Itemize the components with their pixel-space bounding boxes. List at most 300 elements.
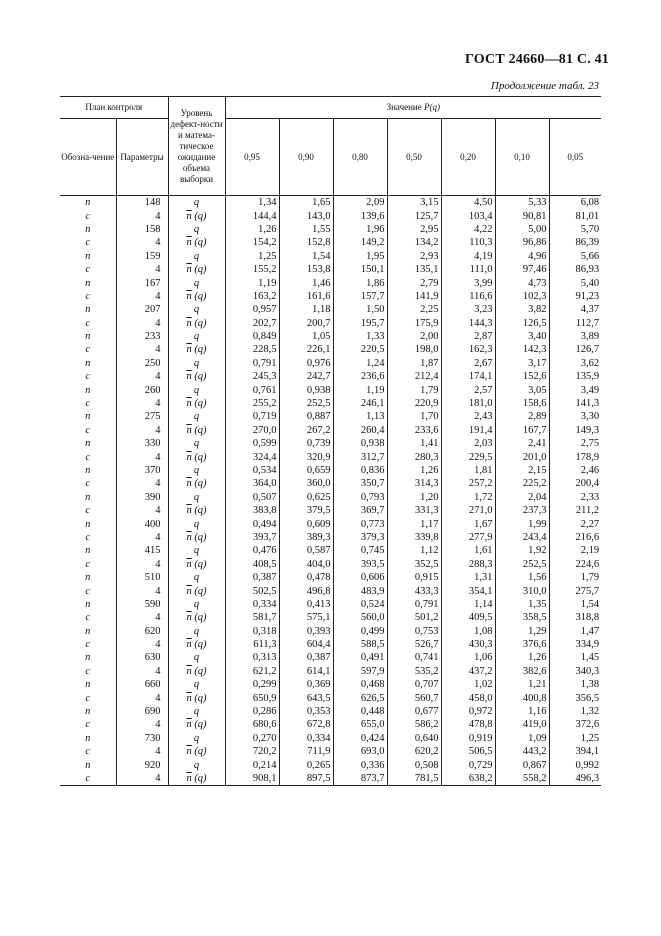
table-row [60, 504, 601, 517]
cell-value: 162,3 [441, 343, 495, 356]
cell-value: 2,93 [387, 250, 441, 263]
cell-value: 201,0 [495, 450, 549, 463]
cell-value: 588,5 [333, 638, 387, 651]
cell-value: 0,334 [279, 732, 333, 745]
cell-value: 0,387 [225, 571, 279, 584]
cell-value: 86,39 [549, 236, 601, 249]
cell-value: 191,4 [441, 424, 495, 437]
cell-value: 126,5 [495, 317, 549, 330]
cell-value: 376,6 [495, 638, 549, 651]
cell-parameter: 4 [116, 397, 168, 410]
cell-value: 0,424 [333, 732, 387, 745]
cell-value: 318,8 [549, 611, 601, 624]
cell-value: 0,413 [279, 598, 333, 611]
cell-value: 1,19 [225, 276, 279, 289]
cell-value: 358,5 [495, 611, 549, 624]
cell-parameter: 207 [116, 303, 168, 316]
cell-value: 178,9 [549, 450, 601, 463]
cell-value: 226,1 [279, 343, 333, 356]
cell-value: 404,0 [279, 558, 333, 571]
cell-value: 0,387 [279, 651, 333, 664]
cell-value: 0,677 [387, 705, 441, 718]
cell-parameter: 4 [116, 236, 168, 249]
cell-designation: n [85, 625, 91, 637]
cell-value: 340,3 [549, 665, 601, 678]
cell-parameter: 730 [116, 732, 168, 745]
cell-level: $\overline{n}$ (q) [168, 665, 225, 678]
table-row [60, 383, 601, 396]
cell-value: 1,65 [279, 196, 333, 210]
cell-value: 155,2 [225, 263, 279, 276]
cell-value: 693,0 [333, 745, 387, 758]
cell-value: 0,313 [225, 651, 279, 664]
cell-value: 0,318 [225, 625, 279, 638]
cell-value: 202,7 [225, 317, 279, 330]
cell-value: 154,2 [225, 236, 279, 249]
cell-value: 1,54 [279, 250, 333, 263]
table-row [60, 464, 601, 477]
cell-designation: c [85, 558, 91, 570]
cell-value: 126,7 [549, 343, 601, 356]
cell-value: 252,5 [279, 397, 333, 410]
cell-value: 372,6 [549, 718, 601, 731]
cell-designation: n [85, 759, 91, 771]
cell-value: 102,3 [495, 290, 549, 303]
cell-value: 267,2 [279, 424, 333, 437]
cell-value: 0,491 [333, 651, 387, 664]
cell-value: 1,25 [549, 732, 601, 745]
cell-value: 650,9 [225, 691, 279, 704]
cell-value: 2,33 [549, 491, 601, 504]
table-row [60, 410, 601, 423]
page-header: ГОСТ 24660—81 С. 41 [465, 52, 609, 67]
cell-value: 2,25 [387, 303, 441, 316]
cell-value: 369,7 [333, 504, 387, 517]
cell-designation: c [85, 371, 91, 383]
cell-value: 6,08 [549, 196, 601, 210]
cell-value: 246,1 [333, 397, 387, 410]
cell-value: 237,3 [495, 504, 549, 517]
cell-value: 581,7 [225, 611, 279, 624]
cell-parameter: 4 [116, 691, 168, 704]
cell-value: 2,79 [387, 276, 441, 289]
cell-value: 0,265 [279, 758, 333, 771]
cell-level: q [168, 625, 225, 638]
cell-level: $\overline{n}$ (q) [168, 558, 225, 571]
header-value-prefix: Значение [386, 102, 422, 112]
cell-value: 0,867 [495, 758, 549, 771]
cell-value: 5,00 [495, 223, 549, 236]
table-row [60, 370, 601, 383]
table-row [60, 625, 601, 638]
cell-value: 0,640 [387, 732, 441, 745]
cell-level: $\overline{n}$ (q) [168, 477, 225, 490]
cell-value: 0,729 [441, 758, 495, 771]
cell-value: 614,1 [279, 665, 333, 678]
cell-value: 604,4 [279, 638, 333, 651]
cell-value: 560,7 [387, 691, 441, 704]
cell-value: 0,915 [387, 571, 441, 584]
cell-value: 1,34 [225, 196, 279, 210]
cell-designation: n [85, 652, 91, 664]
cell-value: 3,62 [549, 357, 601, 370]
cell-value: 0,534 [225, 464, 279, 477]
cell-parameter: 400 [116, 517, 168, 530]
cell-value: 167,7 [495, 424, 549, 437]
table-row [60, 424, 601, 437]
cell-value: 149,2 [333, 236, 387, 249]
cell-level: $\overline{n}$ (q) [168, 209, 225, 222]
table-row [60, 250, 601, 263]
cell-parameter: 250 [116, 357, 168, 370]
cell-level: $\overline{n}$ (q) [168, 424, 225, 437]
cell-value: 91,23 [549, 290, 601, 303]
cell-value: 96,86 [495, 236, 549, 249]
cell-level: q [168, 330, 225, 343]
cell-value: 2,89 [495, 410, 549, 423]
cell-value: 0,719 [225, 410, 279, 423]
cell-value: 144,4 [225, 209, 279, 222]
cell-value: 1,47 [549, 625, 601, 638]
cell-value: 350,7 [333, 477, 387, 490]
cell-value: 0,957 [225, 303, 279, 316]
cell-value: 897,5 [279, 772, 333, 786]
cell-parameter: 390 [116, 491, 168, 504]
cell-value: 4,50 [441, 196, 495, 210]
table-row [60, 317, 601, 330]
cell-value: 781,5 [387, 772, 441, 786]
cell-designation: n [85, 384, 91, 396]
cell-value: 1,18 [279, 303, 333, 316]
cell-parameter: 4 [116, 343, 168, 356]
cell-designation: c [85, 531, 91, 543]
table-row [60, 517, 601, 530]
cell-value: 1,26 [387, 464, 441, 477]
table-row [60, 236, 601, 249]
cell-value: 430,3 [441, 638, 495, 651]
cell-designation: c [85, 290, 91, 302]
cell-designation: n [85, 706, 91, 718]
cell-value: 626,5 [333, 691, 387, 704]
cell-value: 3,05 [495, 383, 549, 396]
cell-value: 1,26 [225, 223, 279, 236]
cell-value: 393,7 [225, 531, 279, 544]
cell-level: $\overline{n}$ (q) [168, 718, 225, 731]
cell-value: 1,79 [387, 383, 441, 396]
cell-value: 2,03 [441, 437, 495, 450]
cell-level: $\overline{n}$ (q) [168, 611, 225, 624]
cell-value: 1,09 [495, 732, 549, 745]
table-row [60, 223, 601, 236]
cell-value: 0,707 [387, 678, 441, 691]
cell-value: 1,81 [441, 464, 495, 477]
table-row [60, 718, 601, 731]
cell-level: q [168, 223, 225, 236]
cell-value: 586,2 [387, 718, 441, 731]
cell-value: 225,2 [495, 477, 549, 490]
cell-value: 379,3 [333, 531, 387, 544]
cell-value: 135,9 [549, 370, 601, 383]
cell-parameter: 4 [116, 424, 168, 437]
cell-value: 0,476 [225, 544, 279, 557]
cell-value: 0,919 [441, 732, 495, 745]
cell-designation: c [85, 719, 91, 731]
cell-value: 81,01 [549, 209, 601, 222]
cell-value: 0,336 [333, 758, 387, 771]
cell-level: $\overline{n}$ (q) [168, 772, 225, 786]
header-designation: Обозна-чение [60, 119, 116, 196]
cell-value: 152,6 [495, 370, 549, 383]
cell-value: 506,5 [441, 745, 495, 758]
table-row [60, 732, 601, 745]
cell-level: $\overline{n}$ (q) [168, 343, 225, 356]
cell-value: 433,3 [387, 584, 441, 597]
cell-value: 1,21 [495, 678, 549, 691]
cell-parameter: 275 [116, 410, 168, 423]
cell-value: 3,15 [387, 196, 441, 210]
cell-value: 5,66 [549, 250, 601, 263]
table-row [60, 611, 601, 624]
cell-parameter: 330 [116, 437, 168, 450]
cell-value: 908,1 [225, 772, 279, 786]
cell-value: 141,3 [549, 397, 601, 410]
cell-value: 393,5 [333, 558, 387, 571]
cell-value: 1,50 [333, 303, 387, 316]
cell-value: 1,99 [495, 517, 549, 530]
cell-parameter: 4 [116, 718, 168, 731]
cell-value: 0,214 [225, 758, 279, 771]
cell-value: 1,56 [495, 571, 549, 584]
cell-value: 1,79 [549, 571, 601, 584]
cell-parameter: 920 [116, 758, 168, 771]
header-plan: План контроля [60, 97, 168, 119]
cell-value: 1,16 [495, 705, 549, 718]
cell-value: 1,13 [333, 410, 387, 423]
cell-designation: n [85, 465, 91, 476]
cell-value: 383,8 [225, 504, 279, 517]
cell-designation: c [85, 746, 91, 758]
cell-value: 4,37 [549, 303, 601, 316]
cell-value: 271,0 [441, 504, 495, 517]
cell-value: 150,1 [333, 263, 387, 276]
cell-designation: c [85, 665, 91, 677]
cell-level: q [168, 651, 225, 664]
cell-value: 873,7 [333, 772, 387, 786]
cell-value: 181,0 [441, 397, 495, 410]
table-row [60, 598, 601, 611]
cell-value: 310,0 [495, 584, 549, 597]
header-value [225, 97, 601, 119]
cell-value: 149,3 [549, 424, 601, 437]
cell-level: q [168, 410, 225, 423]
cell-value: 558,2 [495, 772, 549, 786]
cell-value: 352,5 [387, 558, 441, 571]
cell-value: 1,55 [279, 223, 333, 236]
table-row [60, 758, 601, 771]
cell-designation: n [85, 250, 91, 262]
table-row [60, 263, 601, 276]
cell-parameter: 4 [116, 504, 168, 517]
acceptance-plans-table [60, 96, 601, 786]
cell-value: 483,9 [333, 584, 387, 597]
cell-level: q [168, 196, 225, 210]
cell-value: 0,606 [333, 571, 387, 584]
cell-value: 0,334 [225, 598, 279, 611]
cell-value: 1,92 [495, 544, 549, 557]
cell-value: 2,57 [441, 383, 495, 396]
cell-value: 1,38 [549, 678, 601, 691]
cell-designation: c [85, 210, 91, 222]
cell-parameter: 4 [116, 317, 168, 330]
cell-value: 409,5 [441, 611, 495, 624]
cell-value: 0,286 [225, 705, 279, 718]
cell-level: q [168, 303, 225, 316]
cell-value: 0,761 [225, 383, 279, 396]
cell-value: 1,24 [333, 357, 387, 370]
cell-value: 354,1 [441, 584, 495, 597]
cell-value: 280,3 [387, 450, 441, 463]
cell-value: 224,6 [549, 558, 601, 571]
cell-parameter: 158 [116, 223, 168, 236]
cell-designation: n [85, 679, 91, 691]
cell-value: 135,1 [387, 263, 441, 276]
cell-value: 0,369 [279, 678, 333, 691]
cell-value: 1,17 [387, 517, 441, 530]
cell-value: 339,8 [387, 531, 441, 544]
cell-value: 270,0 [225, 424, 279, 437]
cell-value: 575,1 [279, 611, 333, 624]
cell-parameter: 4 [116, 450, 168, 463]
cell-value: 655,0 [333, 718, 387, 731]
cell-value: 0,887 [279, 410, 333, 423]
cell-value: 2,67 [441, 357, 495, 370]
cell-value: 2,43 [441, 410, 495, 423]
cell-level: $\overline{n}$ (q) [168, 397, 225, 410]
cell-value: 252,5 [495, 558, 549, 571]
cell-value: 314,3 [387, 477, 441, 490]
cell-value: 233,6 [387, 424, 441, 437]
cell-level: q [168, 464, 225, 477]
cell-value: 220,9 [387, 397, 441, 410]
cell-value: 2,00 [387, 330, 441, 343]
cell-value: 175,9 [387, 317, 441, 330]
cell-value: 288,3 [441, 558, 495, 571]
cell-value: 3,99 [441, 276, 495, 289]
cell-value: 443,2 [495, 745, 549, 758]
cell-parameter: 415 [116, 544, 168, 557]
cell-value: 334,9 [549, 638, 601, 651]
cell-parameter: 4 [116, 290, 168, 303]
header-level: Уровень дефект-ности и матема-тическое ожидание объема выборки [168, 97, 225, 196]
cell-value: 1,86 [333, 276, 387, 289]
cell-designation: c [85, 237, 91, 249]
cell-parameter: 4 [116, 772, 168, 786]
header-prob: 0,05 [549, 119, 601, 196]
cell-level: q [168, 517, 225, 530]
cell-parameter: 4 [116, 584, 168, 597]
cell-value: 0,976 [279, 357, 333, 370]
cell-designation: n [85, 518, 91, 530]
cell-parameter: 4 [116, 531, 168, 544]
cell-designation: n [85, 277, 91, 289]
cell-value: 163,2 [225, 290, 279, 303]
cell-value: 97,46 [495, 263, 549, 276]
cell-value: 0,393 [279, 625, 333, 638]
cell-value: 0,793 [333, 491, 387, 504]
cell-parameter: 4 [116, 370, 168, 383]
cell-level: $\overline{n}$ (q) [168, 504, 225, 517]
table-row [60, 276, 601, 289]
table-row [60, 209, 601, 222]
cell-value: 408,5 [225, 558, 279, 571]
cell-value: 1,14 [441, 598, 495, 611]
cell-value: 680,6 [225, 718, 279, 731]
cell-value: 1,32 [549, 705, 601, 718]
cell-value: 1,08 [441, 625, 495, 638]
table-row [60, 437, 601, 450]
cell-value: 211,2 [549, 504, 601, 517]
cell-level: $\overline{n}$ (q) [168, 317, 225, 330]
cell-level: q [168, 250, 225, 263]
cell-value: 3,89 [549, 330, 601, 343]
table-row [60, 745, 601, 758]
cell-value: 0,791 [225, 357, 279, 370]
cell-value: 1,35 [495, 598, 549, 611]
cell-value: 200,7 [279, 317, 333, 330]
cell-level: $\overline{n}$ (q) [168, 638, 225, 651]
cell-designation: n [85, 598, 91, 610]
table-row [60, 651, 601, 664]
cell-value: 1,12 [387, 544, 441, 557]
cell-level: q [168, 357, 225, 370]
cell-value: 228,5 [225, 343, 279, 356]
cell-designation: c [85, 505, 91, 517]
cell-value: 1,46 [279, 276, 333, 289]
cell-value: 0,992 [549, 758, 601, 771]
cell-value: 502,5 [225, 584, 279, 597]
cell-value: 116,6 [441, 290, 495, 303]
cell-designation: n [85, 357, 91, 369]
cell-value: 364,0 [225, 477, 279, 490]
cell-value: 356,5 [549, 691, 601, 704]
header-prob: 0,10 [495, 119, 549, 196]
table-row [60, 691, 601, 704]
cell-designation: c [85, 692, 91, 704]
cell-parameter: 159 [116, 250, 168, 263]
cell-level: q [168, 571, 225, 584]
cell-value: 5,70 [549, 223, 601, 236]
cell-designation: n [85, 438, 91, 450]
cell-value: 379,5 [279, 504, 333, 517]
cell-value: 5,40 [549, 276, 601, 289]
table-row [60, 397, 601, 410]
cell-value: 139,6 [333, 209, 387, 222]
cell-designation: c [85, 639, 91, 651]
cell-value: 0,599 [225, 437, 279, 450]
header-prob: 0,20 [441, 119, 495, 196]
cell-designation: n [85, 304, 91, 316]
cell-parameter: 148 [116, 196, 168, 210]
cell-value: 2,04 [495, 491, 549, 504]
cell-level: $\overline{n}$ (q) [168, 370, 225, 383]
cell-value: 360,0 [279, 477, 333, 490]
cell-value: 255,2 [225, 397, 279, 410]
cell-value: 1,41 [387, 437, 441, 450]
cell-designation: c [85, 585, 91, 597]
cell-level: $\overline{n}$ (q) [168, 236, 225, 249]
cell-value: 198,0 [387, 343, 441, 356]
cell-value: 620,2 [387, 745, 441, 758]
